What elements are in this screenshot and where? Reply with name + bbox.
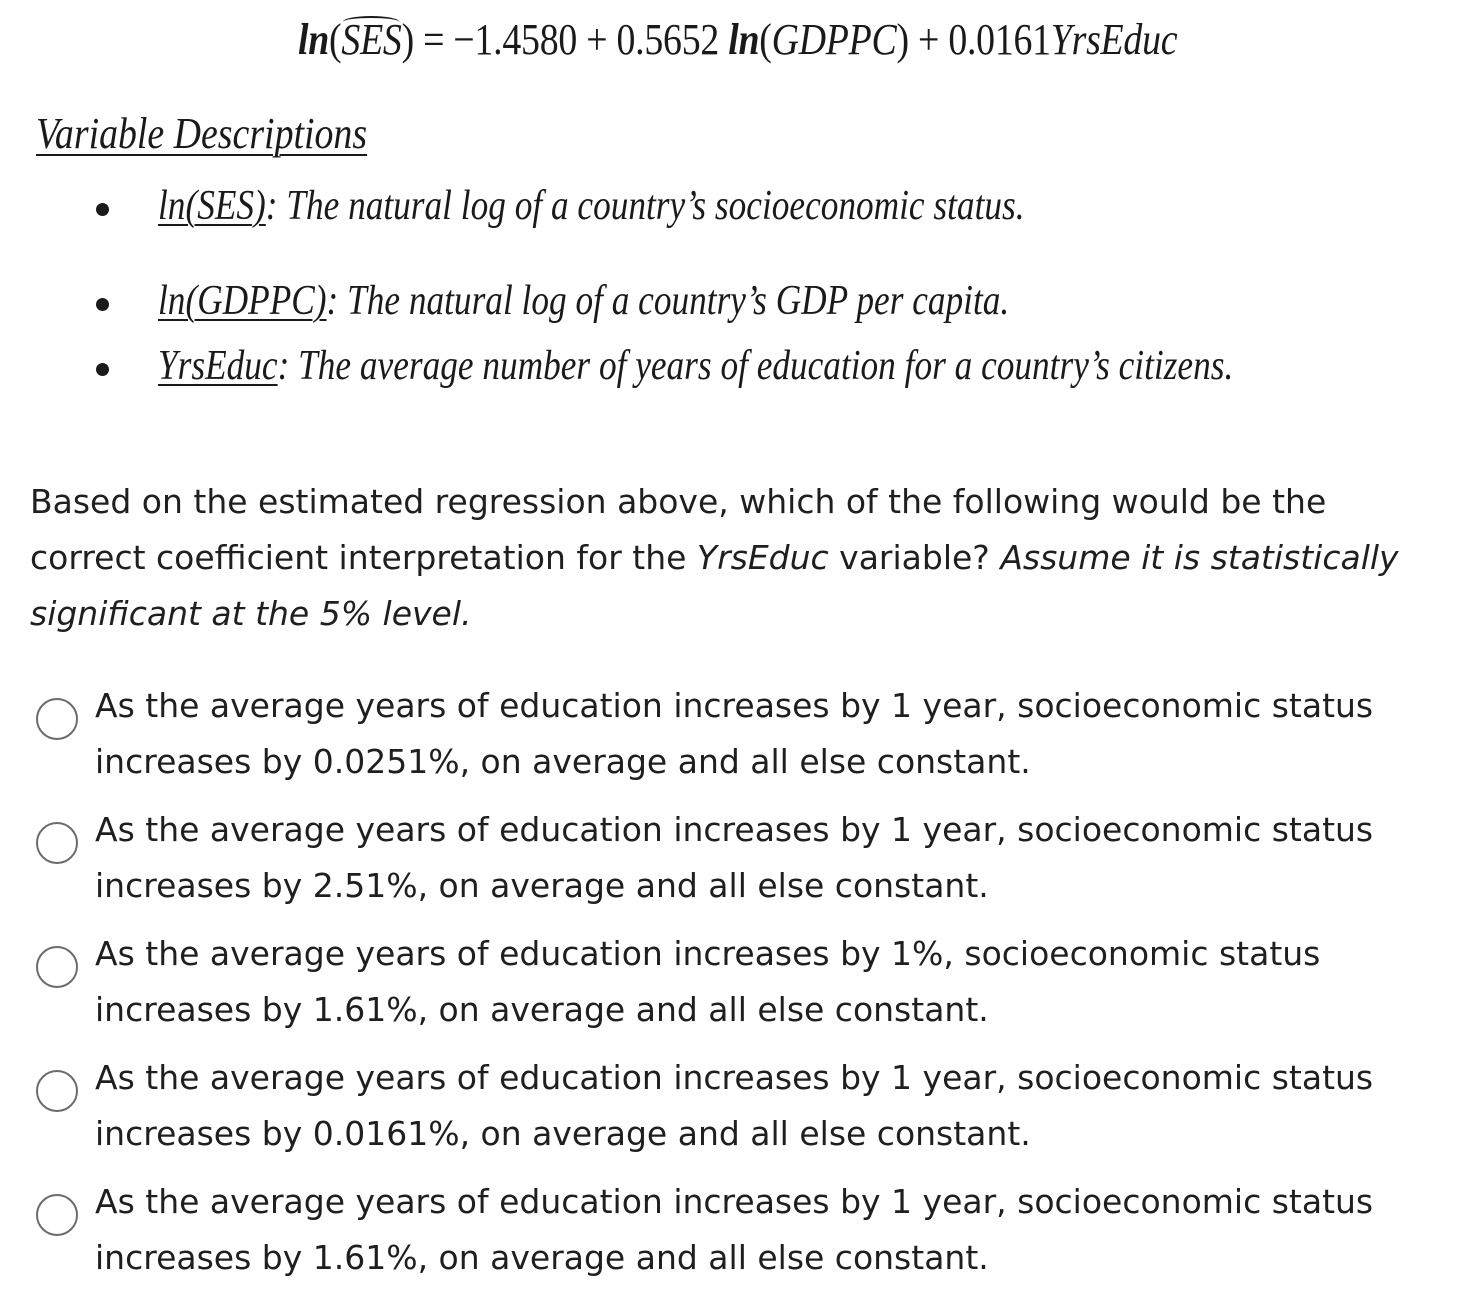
fn-ln-2: ln: [728, 15, 760, 64]
variable-desc: : The natural log of a country’s socioeconomic status.: [265, 183, 1025, 229]
lhs-var: SES: [341, 15, 402, 64]
coef-yrseduc: 0.0161: [948, 15, 1051, 64]
variable-name: ln(GDPPC): [158, 278, 327, 324]
answer-option-3[interactable]: [36, 926, 1446, 1036]
option-label[interactable]: As the average years of education increases by 1 year, socioeconomic status increases by 0.0251%, on average and all else constant.: [95, 686, 1374, 781]
equals-sign: =: [423, 15, 445, 64]
variable-descriptions-title: Variable Descriptions: [36, 109, 368, 158]
option-label[interactable]: As the average years of education increases by 1%, socioeconomic status increases by 1.61%, on average and all else constant.: [95, 934, 1321, 1029]
variable-name: YrsEduc: [158, 343, 278, 389]
radio-button[interactable]: [36, 698, 78, 740]
option-label[interactable]: As the average years of education increases by 1 year, socioeconomic status increases by 2.51%, on average and all else constant.: [95, 810, 1374, 905]
question-note: Assume it is statistically significant at the 5% level.: [30, 538, 1399, 633]
question-var: YrsEduc: [696, 538, 829, 577]
lhs-fn: ln: [298, 15, 330, 64]
variable-desc: : The natural log of a country’s GDP per capita.: [326, 278, 1010, 324]
coef-gdppc: 0.5652: [616, 15, 720, 64]
variable-desc: : The average number of years of education for a country’s citizens.: [277, 343, 1234, 389]
answer-option-1[interactable]: [36, 678, 1446, 788]
regression-equation: ln(SES) = −1.4580 + 0.5652 ln(GDPPC) + 0.0161YrsEduc: [298, 15, 1178, 64]
option-label[interactable]: As the average years of education increases by 1 year, socioeconomic status increases by 1.61%, on average and all else constant.: [95, 1182, 1374, 1277]
answer-option-4[interactable]: [36, 1050, 1446, 1160]
variable-name: ln(SES): [158, 183, 266, 229]
answer-option-5[interactable]: [36, 1174, 1446, 1284]
question-text: Based on the estimated regression above, which of the following would be the correct coefficient interpretation for the YrsEduc variable? Assume it is statistically significant at the 5% level.: [30, 482, 1399, 633]
radio-button[interactable]: [36, 946, 78, 988]
plus-sign-2: +: [918, 15, 940, 64]
radio-button[interactable]: [36, 1194, 78, 1236]
option-label[interactable]: As the average years of education increases by 1 year, socioeconomic status increases by 0.0161%, on average and all else constant.: [95, 1058, 1374, 1153]
bullet-icon: [96, 363, 109, 376]
plus-sign-1: +: [586, 15, 608, 64]
var-gdppc: GDPPC: [771, 15, 897, 64]
radio-button[interactable]: [36, 822, 78, 864]
bullet-icon: [96, 203, 109, 216]
var-yrseduc: YrsEduc: [1050, 15, 1178, 64]
intercept: −1.4580: [453, 15, 578, 64]
answer-option-2[interactable]: [36, 802, 1446, 912]
bullet-icon: [96, 298, 109, 311]
radio-button[interactable]: [36, 1070, 78, 1112]
